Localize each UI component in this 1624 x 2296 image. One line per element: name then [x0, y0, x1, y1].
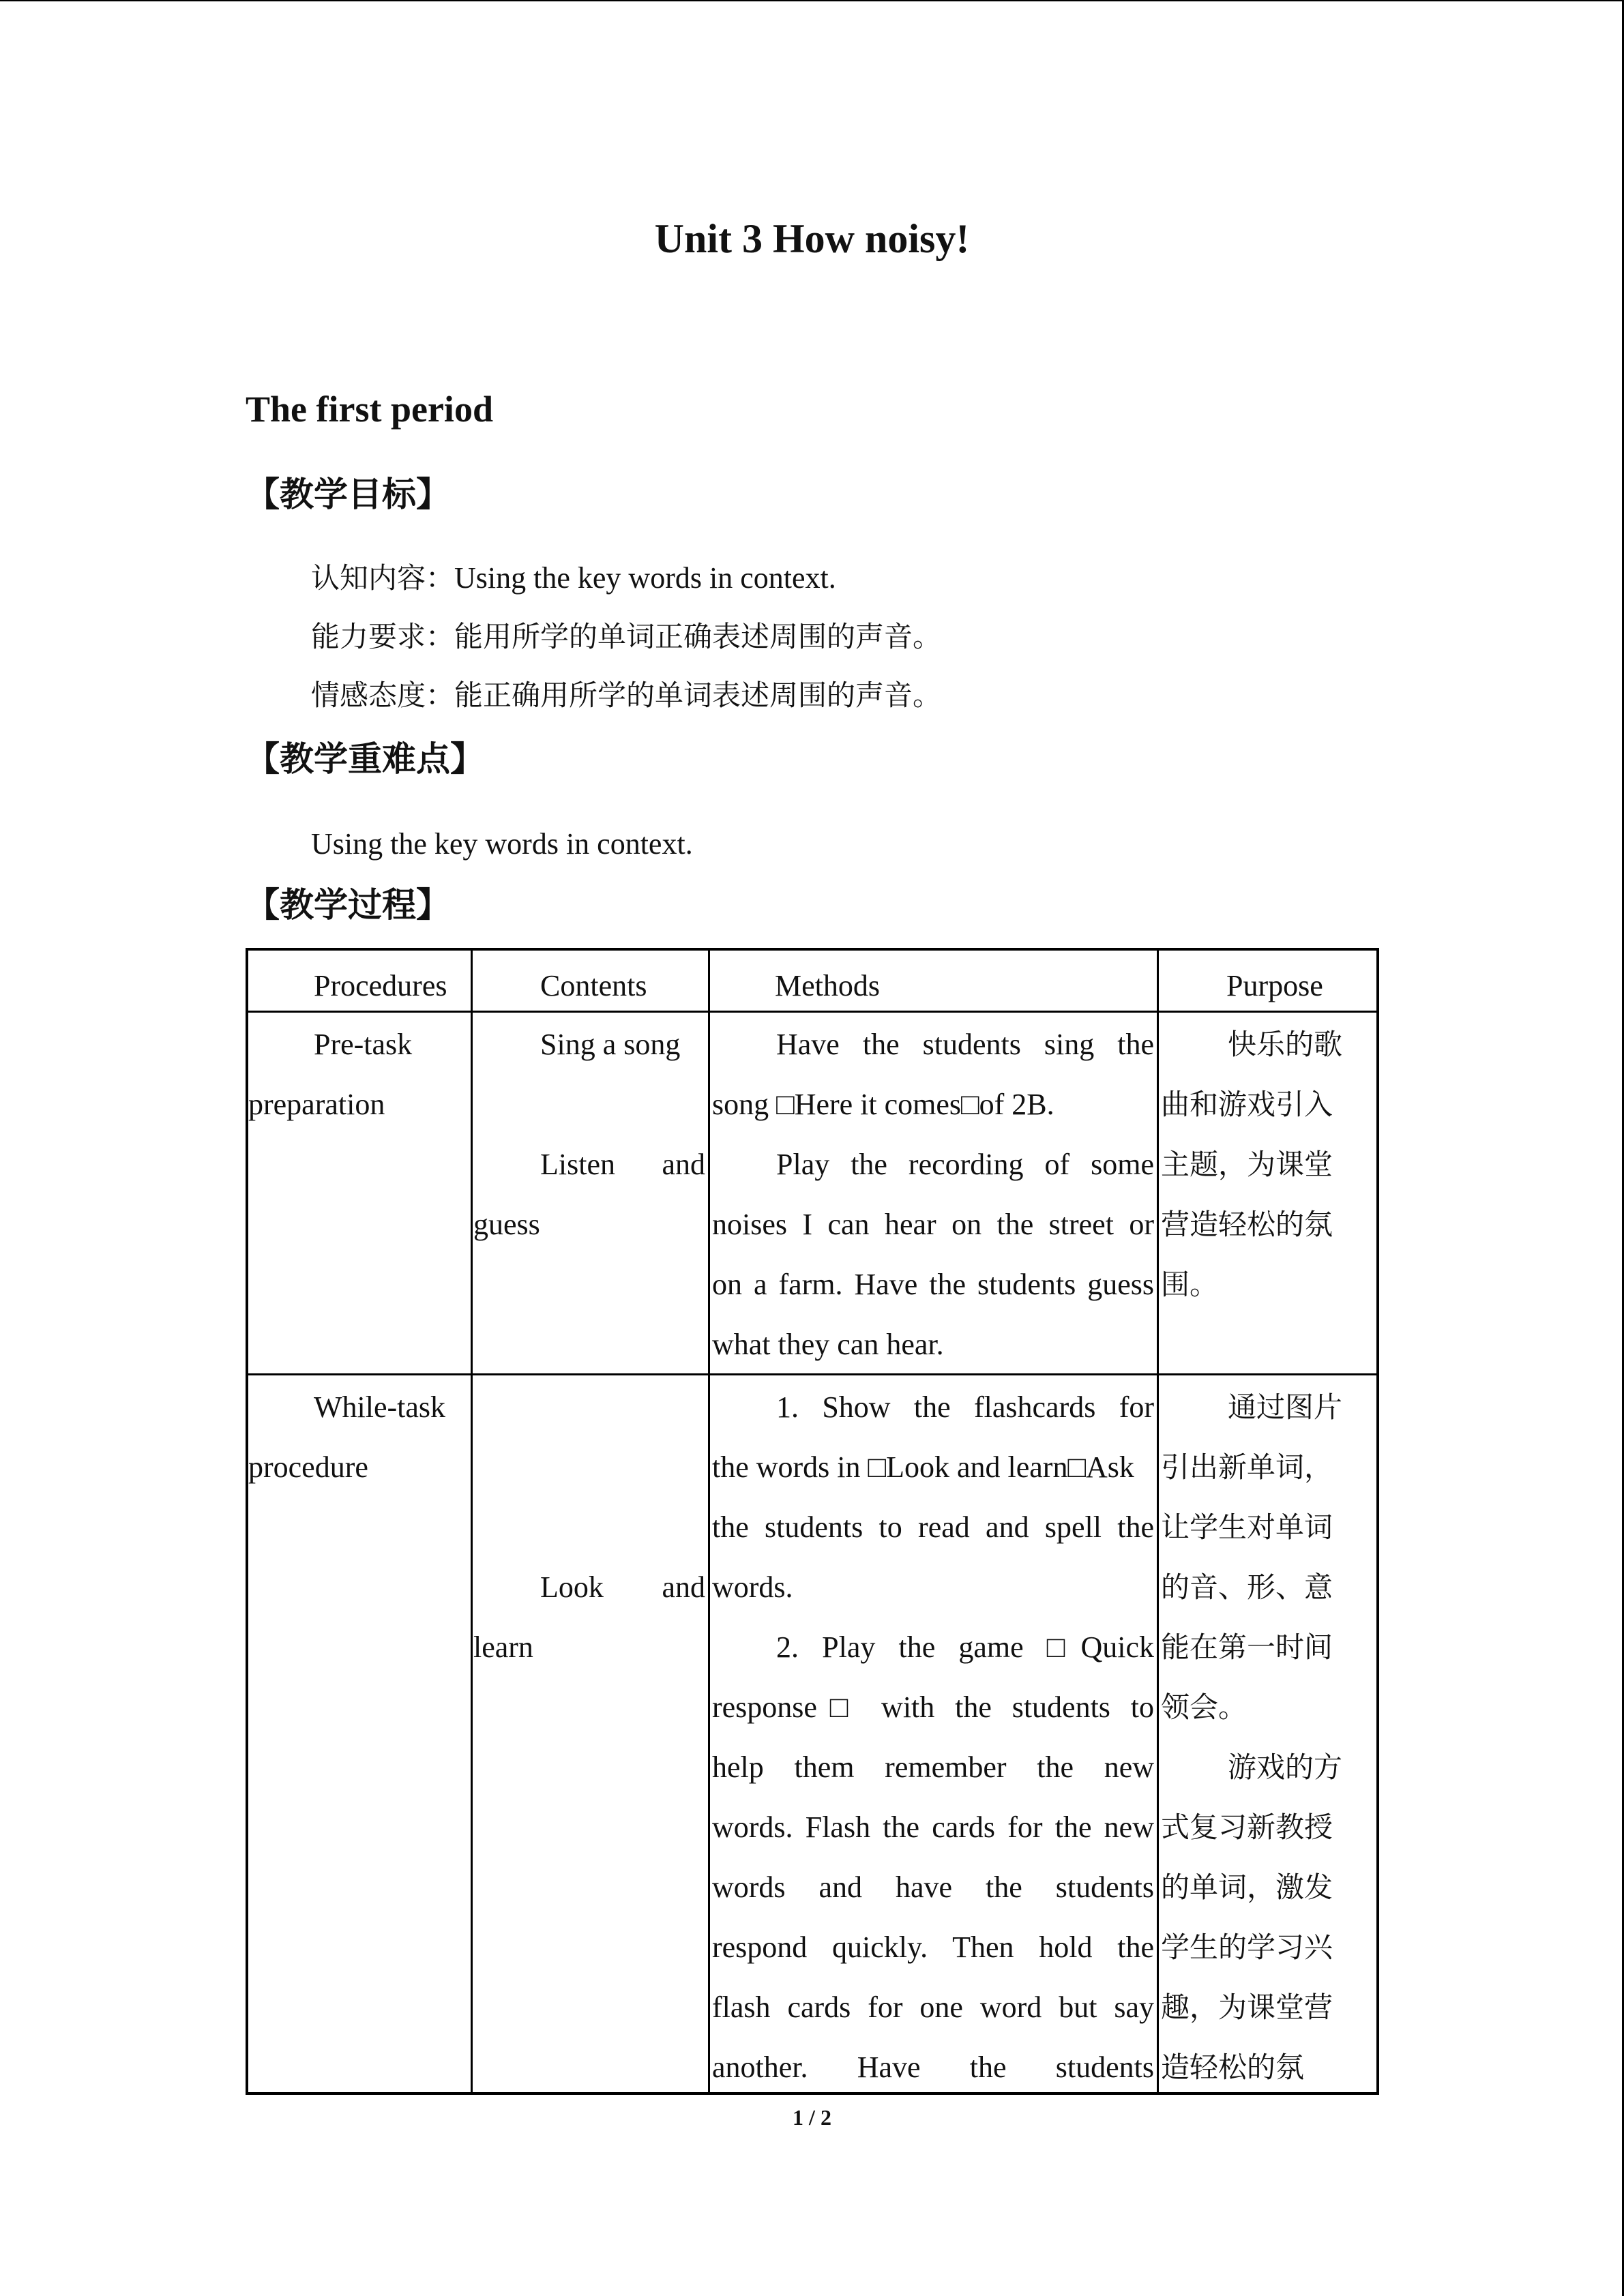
objective-label: 认知内容：	[311, 561, 455, 595]
purpose-line: 曲和游戏引入	[1161, 1088, 1333, 1121]
purpose-line: 造轻松的氛	[1161, 2051, 1305, 2084]
methods-line: 2. Play the game □Quick	[776, 1630, 1154, 1664]
contents-line: Listen and	[540, 1148, 705, 1181]
process-heading: 【教学过程】	[246, 885, 450, 925]
contents-line: Look and	[540, 1570, 705, 1604]
header-purpose: Purpose	[1226, 969, 1323, 1002]
table-col-divider	[471, 951, 473, 2092]
purpose-line: 学生的学习兴	[1161, 1930, 1333, 1964]
procedure-line: procedure	[248, 1450, 368, 1484]
key-points-text: Using the key words in context.	[311, 827, 693, 861]
methods-line: another. Have the students	[712, 2051, 1154, 2084]
table-row-divider	[248, 1011, 1376, 1013]
contents-line: learn	[473, 1630, 533, 1664]
purpose-line: 趣，为课堂营	[1161, 1991, 1333, 2024]
purpose-line: 通过图片	[1228, 1390, 1343, 1424]
contents-line: Sing a song	[540, 1028, 681, 1061]
objective-label: 情感态度：	[311, 679, 455, 712]
purpose-line: 能在第一时间	[1161, 1630, 1333, 1664]
purpose-line: 的单词，激发	[1161, 1870, 1333, 1904]
methods-line: on a farm. Have the students guess	[712, 1268, 1154, 1301]
period-heading: The first period	[246, 389, 493, 430]
objective-attitude	[311, 675, 941, 716]
methods-line: help them remember the new	[712, 1750, 1154, 1784]
purpose-line: 快乐的歌	[1228, 1028, 1343, 1061]
methods-line: 1. Show the flashcards for	[776, 1390, 1154, 1424]
methods-line: the words in □Look and learn□Ask	[712, 1450, 1134, 1484]
header-methods: Methods	[775, 969, 880, 1002]
procedure-line: While-task	[314, 1390, 446, 1424]
methods-line: words and have the students	[712, 1870, 1154, 1904]
key-points-heading: 【教学重难点】	[246, 739, 484, 779]
objective-cognitive	[311, 558, 836, 599]
methods-line: response□ with the students to	[712, 1690, 1154, 1724]
objective-text: Using the key words in context.	[454, 561, 836, 595]
contents-line: guess	[473, 1208, 540, 1241]
objective-text: 能正确用所学的单词表述周围的声音。	[454, 679, 942, 712]
purpose-line: 让学生对单词	[1161, 1510, 1333, 1544]
page-number: 1 / 2	[793, 2105, 831, 2130]
purpose-line: 主题，为课堂	[1161, 1148, 1333, 1181]
objectives-heading: 【教学目标】	[246, 475, 450, 514]
procedure-line: preparation	[248, 1088, 385, 1121]
objective-text: 能用所学的单词正确表述周围的声音。	[454, 620, 942, 653]
page-title: Unit 3 How noisy!	[654, 216, 970, 261]
purpose-line: 游戏的方	[1228, 1750, 1343, 1784]
purpose-line: 围。	[1161, 1268, 1219, 1301]
methods-line: respond quickly. Then hold the	[712, 1930, 1154, 1964]
methods-line: words.	[712, 1570, 793, 1604]
header-procedures: Procedures	[314, 969, 447, 1002]
methods-line: flash cards for one word but say	[712, 1991, 1154, 2024]
procedure-line: Pre-task	[314, 1028, 413, 1061]
methods-line: the students to read and spell the	[712, 1510, 1154, 1544]
methods-line: song □Here it comes□of 2B.	[712, 1088, 1054, 1121]
methods-line: words. Flash the cards for the new	[712, 1810, 1154, 1844]
purpose-line: 式复习新教授	[1161, 1810, 1333, 1844]
methods-line: noises I can hear on the street or	[712, 1208, 1154, 1241]
page-top-border	[0, 0, 1624, 1]
teaching-process-table	[246, 948, 1379, 2095]
methods-line: Have the students sing the	[776, 1028, 1154, 1061]
objective-ability	[311, 616, 941, 657]
objective-label: 能力要求：	[311, 620, 455, 653]
methods-line: Play the recording of some	[776, 1148, 1154, 1181]
purpose-line: 的音、形、意	[1161, 1570, 1333, 1604]
purpose-line: 领会。	[1161, 1690, 1247, 1724]
methods-line: what they can hear.	[712, 1328, 944, 1361]
purpose-line: 引出新单词，	[1161, 1450, 1333, 1484]
table-col-divider	[1157, 951, 1159, 2092]
table-col-divider	[708, 951, 710, 2092]
purpose-line: 营造轻松的氛	[1161, 1208, 1333, 1241]
header-contents: Contents	[540, 969, 647, 1002]
